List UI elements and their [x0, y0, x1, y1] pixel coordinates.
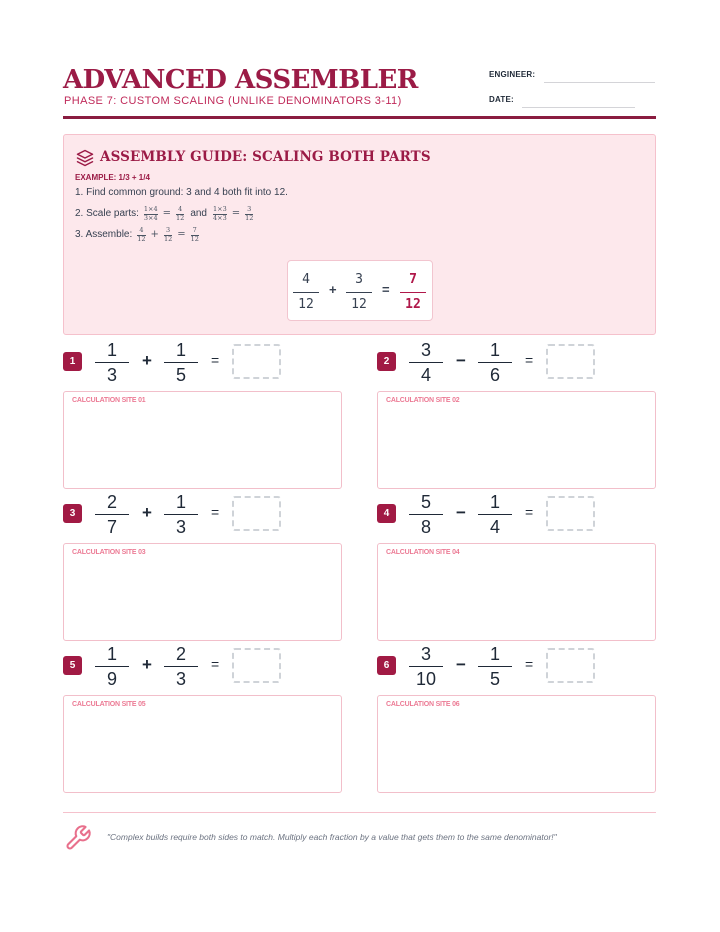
demo-result: 7 12 — [400, 271, 426, 314]
assembly-guide — [63, 134, 656, 335]
equals-sign: = — [525, 504, 534, 520]
problem-number: 6 — [377, 656, 396, 675]
problem-3 — [63, 492, 342, 641]
fraction-b: 1 5 — [478, 644, 512, 689]
layers-icon — [76, 149, 94, 167]
equals-sign: = — [211, 656, 220, 672]
operator: + — [142, 655, 152, 674]
problem-number: 3 — [63, 504, 82, 523]
equals-sign: = — [525, 352, 534, 368]
calculation-site[interactable] — [377, 695, 656, 793]
step-3-fraction-b: $\frac{3}{12}$ — [163, 226, 173, 243]
answer-box[interactable] — [232, 496, 281, 531]
demo-fraction-b: 3 12 — [346, 271, 372, 314]
guide-step-2: 2. Scale parts: $\frac{1\times 4}{3\times 4}$ = $\frac{4}{12}$ and $\frac{1\times 3}{4\times 3}$ = $\frac{3}{12}$ — [75, 205, 254, 222]
worksheet-subtitle: PHASE 7: CUSTOM SCALING (UNLIKE DENOMINATORS 3-11) — [64, 95, 402, 107]
fraction-a: 3 4 — [409, 340, 443, 385]
calculation-site-label: CALCULATION SITE 02 — [386, 397, 460, 404]
fraction-a: 1 9 — [95, 644, 129, 689]
fraction-b: 1 3 — [164, 492, 198, 537]
engineer-label: ENGINEER: — [489, 70, 536, 79]
calculation-site-label: CALCULATION SITE 05 — [72, 701, 146, 708]
problem-6 — [377, 644, 656, 793]
problem-5 — [63, 644, 342, 793]
problem-4 — [377, 492, 656, 641]
operator: − — [456, 503, 466, 522]
operator: + — [142, 351, 152, 370]
problem-2 — [377, 340, 656, 489]
calculation-site[interactable] — [63, 543, 342, 641]
calculation-site-label: CALCULATION SITE 06 — [386, 701, 460, 708]
operator: − — [456, 351, 466, 370]
step-2-and: and — [190, 208, 207, 220]
guide-title: ASSEMBLY GUIDE: SCALING BOTH PARTS — [100, 149, 431, 165]
date-label: DATE: — [489, 95, 514, 104]
calculation-site-label: CALCULATION SITE 03 — [72, 549, 146, 556]
step-2-fraction-c: $\frac{1\times 3}{4\times 3}$ — [213, 205, 227, 222]
guide-step-1: 1. Find common ground: 3 and 4 both fit into 12. — [75, 187, 288, 198]
step-2-text: 2. Scale parts: — [75, 208, 139, 220]
demo-fraction-a: 4 12 — [293, 271, 319, 314]
fraction-b: 2 3 — [164, 644, 198, 689]
guide-demo-card — [287, 260, 433, 321]
answer-box[interactable] — [546, 496, 595, 531]
problem-number: 4 — [377, 504, 396, 523]
step-3-text: 3. Assemble: — [75, 229, 133, 241]
fraction-b: 1 4 — [478, 492, 512, 537]
problem-1 — [63, 340, 342, 489]
problem-number: 2 — [377, 352, 396, 371]
worksheet-header — [63, 64, 656, 120]
calculation-site-label: CALCULATION SITE 04 — [386, 549, 460, 556]
fraction-b: 1 5 — [164, 340, 198, 385]
guide-step-3: 3. Assemble: $\frac{4}{12}$ + $\frac{3}{12}$ = $\frac{7}{12}$ — [75, 226, 199, 243]
calculation-site-label: CALCULATION SITE 01 — [72, 397, 146, 404]
fraction-a: 3 10 — [409, 644, 443, 689]
step-3-fraction-c: $\frac{7}{12}$ — [190, 226, 199, 243]
header-divider — [63, 116, 656, 119]
wrench-icon — [64, 824, 92, 852]
calculation-site[interactable] — [63, 391, 342, 489]
demo-plus: + — [329, 282, 337, 297]
guide-example: EXAMPLE: 1/3 + 1/4 — [75, 173, 150, 182]
worksheet-title: ADVANCED ASSEMBLER — [63, 65, 418, 95]
calculation-site[interactable] — [377, 543, 656, 641]
fraction-a: 5 8 — [409, 492, 443, 537]
answer-box[interactable] — [232, 344, 281, 379]
equals-sign: = — [525, 656, 534, 672]
date-field[interactable] — [522, 107, 635, 108]
calculation-site[interactable] — [377, 391, 656, 489]
answer-box[interactable] — [546, 648, 595, 683]
footer-divider — [63, 812, 656, 813]
step-2-fraction-d: $\frac{3}{12}$ — [245, 205, 254, 222]
step-2-fraction-a: $\frac{1\times 4}{3\times 4}$ — [143, 205, 158, 222]
step-2-fraction-b: $\frac{4}{12}$ — [176, 205, 185, 222]
fraction-a: 1 3 — [95, 340, 129, 385]
footer-tip: "Complex builds require both sides to match. Multiply each fraction by a value that gets them to the same denominator!" — [107, 832, 557, 842]
operator: − — [456, 655, 466, 674]
equals-sign: = — [211, 504, 220, 520]
fraction-a: 2 7 — [95, 492, 129, 537]
step-3-fraction-a: $\frac{4}{12}$ — [137, 226, 146, 243]
demo-equals: = — [382, 282, 390, 297]
problem-number: 5 — [63, 656, 82, 675]
equals-sign: = — [211, 352, 220, 368]
answer-box[interactable] — [232, 648, 281, 683]
engineer-field[interactable] — [544, 82, 655, 83]
answer-box[interactable] — [546, 344, 595, 379]
calculation-site[interactable] — [63, 695, 342, 793]
problem-number: 1 — [63, 352, 82, 371]
operator: + — [142, 503, 152, 522]
fraction-b: 1 6 — [478, 340, 512, 385]
